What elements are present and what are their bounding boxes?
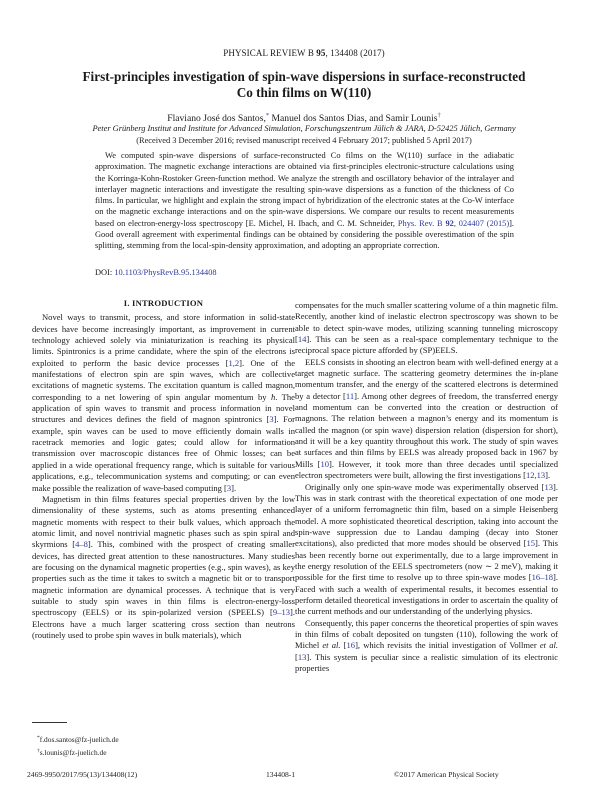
footnote-2 bbox=[37, 746, 119, 759]
section-heading: I. INTRODUCTION bbox=[123, 298, 204, 308]
affiliation: Peter Grünberg Institut and Institute for Advanced Simulation, Forschungszentrum Jülich & JARA, D-52425 Jülich, Germany bbox=[92, 124, 516, 133]
text: ]. This, combined with the prospect of creating smaller devices, has directed great attention to these nanostructures. Many studies are focusing on the dynamical magnetic properties (e.g., spin waves), as key properties such as the time it takes to switch a magnetic bit or to transport magnetic information are dynamical processes. A technique that is very suitable to study spin waves in thin films is electron-energy-loss spectroscopy (EELS) or its spin-polarized version (SPEELS) [ bbox=[32, 539, 295, 618]
right-column bbox=[295, 300, 558, 674]
author-1: Flaviano José dos Santos, bbox=[167, 113, 266, 124]
paragraph bbox=[295, 618, 558, 675]
citation-link[interactable]: 9–13 bbox=[272, 607, 291, 618]
issn-info: 2469-9950/2017/95(13)/134408(12) bbox=[27, 770, 138, 779]
text: Magnetism in thin films features special properties driven by the low dimensionality of these systems, such as atoms presenting enhanced magnetic moments with respect to their bulk values, which approach the atomic limit, and novel nontrivial magnetic phases such as spin spiral and skyrmions [ bbox=[32, 493, 295, 550]
doi-line bbox=[95, 268, 217, 277]
doi-link[interactable]: 10.1103/PhysRevB.95.134408 bbox=[114, 268, 217, 277]
footnote-email[interactable]: s.lounis@fz-juelich.de bbox=[39, 747, 107, 757]
journal-name: PHYSICAL REVIEW B bbox=[223, 48, 314, 58]
citation-link[interactable]: 12,13 bbox=[525, 470, 546, 481]
citation-link[interactable]: 3 bbox=[226, 482, 232, 493]
ref-journal: Phys. Rev. B bbox=[397, 218, 446, 228]
citation-link[interactable]: 15 bbox=[526, 538, 535, 549]
text: . The application of spin waves to transmit and process information in novel structures and devices defines the field of magnon spintronics [ bbox=[32, 391, 295, 425]
paragraph bbox=[295, 357, 558, 482]
text: Novel ways to transmit, process, and store information in solid-state devices have become increasingly important, as improvement in current technology achieved solely via miniaturization is reaching its physical limits. Spintronics is a prime candidate, where the spin of the electrons is exploited to perform the basic device processes [ bbox=[32, 312, 295, 368]
text: EELS consists in shooting an electron beam with well-defined energy at a target magnetic surface. The scattering geometry determines the in-plane momentum transfer, and the energy of the scattered electrons is determined by a detector [ bbox=[295, 356, 558, 401]
citation-link[interactable]: 13 bbox=[297, 651, 307, 662]
footnote-email[interactable]: f.dos.santos@fz-juelich.de bbox=[39, 735, 119, 744]
citation-link[interactable]: 1,2 bbox=[228, 357, 240, 368]
journal-header bbox=[0, 48, 608, 58]
page-number: 134408-1 bbox=[266, 770, 296, 779]
text: ]. However, it took more than three decades until specialized electron spectrometers were built, allowing the first investigations [ bbox=[295, 458, 558, 481]
text: Originally only one spin-wave mode was experimentally observed [ bbox=[305, 481, 545, 492]
author-3-footnote-link[interactable]: † bbox=[437, 112, 441, 119]
paper-title bbox=[40, 69, 568, 101]
citation-link[interactable]: 11 bbox=[345, 390, 355, 401]
text: ]. One of the manifestations of electron spin are spin waves, which are collective excitations of magnetic systems. The excitation quantum is called magnon, corresponding to a net lowering of spin angular momentum by bbox=[32, 357, 295, 402]
paragraph bbox=[32, 494, 295, 641]
text: ], which revisits the initial investigation of Vollmer bbox=[355, 640, 540, 651]
text: ]. bbox=[545, 470, 551, 481]
citation-link[interactable]: 3 bbox=[269, 414, 274, 425]
footnote-mark: * bbox=[37, 735, 40, 741]
et-al: et al. bbox=[539, 640, 558, 651]
paragraph bbox=[32, 312, 295, 494]
citation-link[interactable]: 10 bbox=[320, 458, 329, 469]
text: ]. Among other degrees of freedom, the transferred energy and momentum can be converted into the creation or destruction of magnons. The relation between a magnon’s energy and its momentum is called the magnon (or spin wave) dispersion relation (dispersion for short), and it will be a key quantity throughout this work. The study of spin waves at surfaces and thin films by EELS was already proposed back in 1967 by Mills [ bbox=[295, 390, 558, 469]
citation-link[interactable]: 16 bbox=[346, 640, 356, 651]
received-dates: (Received 3 December 2016; revised manuscript received 4 February 2017; published 5 April 2017) bbox=[136, 136, 472, 145]
citation-link[interactable]: 16–18 bbox=[531, 572, 554, 583]
footnote-mark: † bbox=[37, 747, 40, 754]
journal-volume: 95 bbox=[316, 48, 326, 58]
title-line-1: First-principles investigation of spin-wave dispersions in surface-reconstructed bbox=[82, 69, 526, 84]
paragraph bbox=[295, 300, 558, 357]
ref-volume: 92 bbox=[445, 218, 454, 228]
citation-link[interactable]: 13 bbox=[544, 481, 554, 492]
text: ]. For example, spin waves can be used to move efficiently domain walls in racetrack memories and logic gates; could allow for information transmission over macroscopic distances free of Ohmic losses; can be applied in a wide operational frequency range, which is suitable for various applications, e.g., telecommunication systems and computing; or can even make possible the realization of wave-based computing [ bbox=[32, 414, 295, 493]
copyright: ©2017 American Physical Society bbox=[394, 770, 499, 779]
text: [ bbox=[340, 640, 347, 651]
text: ]. bbox=[231, 482, 237, 493]
text: ]. Faced with such a wealth of experimental results, it becomes essential to perform detailed theoretical investigations in order to ascertain the quality of the current methods and our understanding of the underlying physics. bbox=[295, 572, 558, 617]
left-column bbox=[32, 298, 295, 641]
article-info: , 134408 (2017) bbox=[325, 48, 385, 58]
text: [ bbox=[295, 651, 298, 662]
et-al: et al. bbox=[322, 640, 341, 651]
author-1-footnote-link[interactable]: * bbox=[265, 112, 270, 119]
citation-link[interactable]: 14 bbox=[297, 334, 307, 345]
footnote-1 bbox=[37, 733, 119, 746]
text: compensates for the much smaller scattering volume of a thin magnetic film. Recently, another kind of inelastic electron spectroscopy was shown to be able to detect spin-wave modes, utilizing scanning tunneling microscopy [ bbox=[295, 300, 558, 345]
abstract-reference-link[interactable] bbox=[398, 219, 509, 228]
text: Consequently, this paper concerns the theoretical properties of spin waves in thin films of cobalt deposited on tungsten (110), following the work of Michel bbox=[295, 617, 558, 651]
text: ]. Electrons have a much larger scattering cross section than neutrons (routinely used to probe spin waves in bulk materials), which bbox=[32, 607, 295, 640]
abstract-text: We computed spin-wave dispersions of surface-reconstructed Co films on the W(110) surface in the adiabatic approximation. The magnetic exchange interactions are obtained via first-principles electronic-structure calculations using the Korringa-Kohn-Rostoker Green-function method. We analyze the strength and oscillatory behavior of the intralayer and interlayer magnetic interactions and investigate the resulting spin-wave dispersions as a function of the thickness of Co films. In particular, we highlight and explain the strong impact of hybridization of the electronic states at the Co-W interface on the magnetic exchange interactions and on the spin-wave dispersions. We compare our results to recent measurements based on electron-energy-loss spectroscopy [E. Michel, H. Ibach, and C. M. Schneider, bbox=[95, 151, 514, 228]
other-authors: Manuel dos Santos Dias, and Samir Lounis bbox=[269, 113, 438, 124]
hbar-symbol: ħ bbox=[270, 391, 276, 402]
footnotes bbox=[37, 733, 119, 758]
text: ]. This system is peculiar since a realistic simulation of its electronic properties bbox=[295, 651, 558, 673]
footnote-divider bbox=[32, 722, 67, 723]
abstract bbox=[95, 150, 514, 252]
text: ]. This has been recently borne out experimentally, due to a large improvement in the energy resolution of the EELS spectrometers (now ∼ 2 meV), making it possible for the first time to resolve up to three spin-wave modes [ bbox=[295, 538, 558, 583]
text: ]. This can be seen as a real-space complementary technique to the reciprocal space picture afforded by (SP)EELS. bbox=[295, 334, 558, 356]
title-line-2: Co thin films on W(110) bbox=[236, 85, 372, 100]
text: ]. This was in stark contrast with the theoretical expectation of one mode per layer of a uniform ferromagnetic thin film, based on a simple Heisenberg model. A more sophisticated theoretical description, taking into account the spin-wave suppression due to Landau damping (decay into Stoner excitations), also predicted that more modes should be observed [ bbox=[295, 481, 558, 549]
citation-link[interactable]: 4–8 bbox=[75, 539, 88, 550]
abstract-text-end: ]. Good overall agreement with experimental findings can be obtained by considering the possible overestimation of the spin splitting, stemming from the local-spin-density approximation, and adopting an appropriate correction. bbox=[95, 218, 515, 251]
paragraph bbox=[295, 482, 558, 618]
doi-label: DOI: bbox=[95, 268, 115, 277]
ref-pages: , 024407 (2015) bbox=[453, 218, 510, 228]
